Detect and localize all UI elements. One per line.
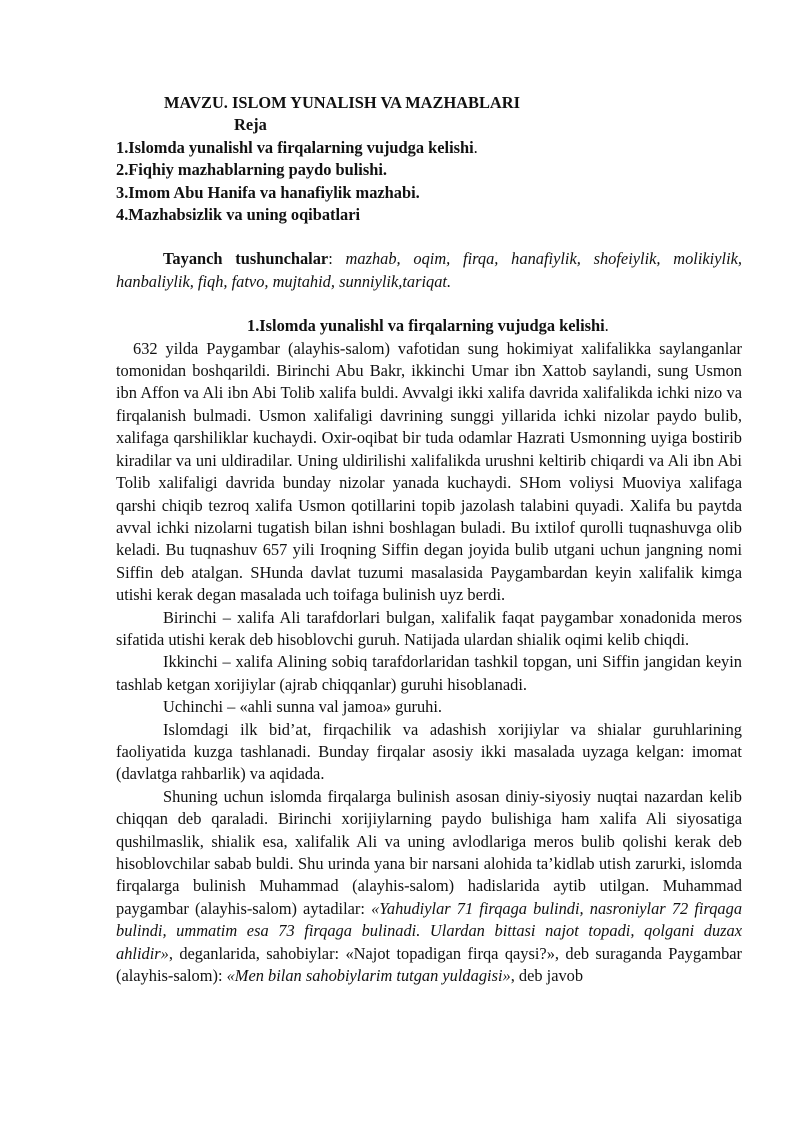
keywords-list: mazhab, oqim, firqa, hanafiylik, shofeiylik, molikiylik, hanbaliylik, fiqh, fatvo, mujtahid, sunniylik,tariqat.: [116, 249, 742, 291]
plan-item-suffix: .: [473, 137, 478, 157]
paragraph-6-text-a: Shuning uchun islomda firqalarga bulinish asosan diniy-siyosiy nuqtai nazardan kelib chiqqan deb qaraladi. Birinchi xorijiylarning paydo bulishiga ham xalifa Ali siyosatiga qushilmaslik, shialik esa, xalifalik Ali va uning avlodlariga meros bulib qolishi kerak deb hisoblovchilar sabab buldi. Shu urinda yana bir narsani alohida ta’kidlab utish zarurki, islomda firqalarga bulinish Muhammad (alayhis-salom) hadislarida aytib utilgan. Muhammad paygambar (alayhis-salom) aytadilar:: [116, 786, 742, 918]
paragraph-4: Uchinchi – «ahli sunna val jamoa» guruhi.: [163, 697, 443, 717]
paragraph-2: Birinchi – xalifa Ali tarafdorlari bulgan, xalifalik faqat paygambar xonadonida meros sifatida utishi kerak deb hisoblovchi guruh. Natijada ulardan shialik oqimi kelib chiqdi.: [116, 607, 742, 649]
section-heading: [116, 315, 742, 337]
plan-item-4: 4.Mazhabsizlik va uning oqibatlari: [116, 205, 361, 225]
document-title: MAVZU. ISLOM YUNALISH VA MAZHABLARI: [164, 93, 520, 112]
paragraph-1: 632 yilda Paygambar (alayhis-salom) vafotidan sung hokimiyat xalifalikka saylanganlar tomonidan boshqarildi. Birinchi Abu Bakr, ikkinchi Umar ibn Xattob saylandi, sung Usmon ibn Affon va Ali ibn Abi Tolib xalifa buldi. Avvalgi ikki xalifa davrida xalifalikda ichki nizo va firqalanish bulmadi. Usmon xalifaligi davrining sunggi yillarida ichki nizolar paydo bulib, xalifaga qarshiliklar kuchaydi. Oxir-oqibat bir tuda odamlar Hazrati Usmonning uyiga bostirib kiradilar va uni uldiradilar. Uning uldirilishi xalifalikda urushni keltirib chiqardi va Ali ibn Abi Tolib xalifaligi davrida bunday nizolar yanada kuchaydi. SHom voliysi Muoviya xalifaga qarshi chiqib tezroq xalifa Usmon qotillarini topib jazolash talabini quyadi. Xalifa bu paytda avval ichki nizolarni tugatish bilan ishni boshlagan buladi. Bu ixtilof qurolli tuqnashuvga olib keladi. Bu tuqnashuv 657 yili Iroqning Siffin degan joyida bulib utgani uchun jangning nomi Siffin deb atalgan. SHunda davlat tuzumi masalasida Paygambardan keyin xalifalik kimga utishi kerak degan masalada uch toifaga bulinish uyz berdi.: [116, 338, 742, 605]
paragraph-3: Ikkinchi – xalifa Alining sobiq tarafdorlaridan tashkil topgan, uni Siffin jangidan keyin tashlab ketgan xorijiylar (ajrab chiqqanlar) guruhi hisoblanadi.: [116, 652, 742, 694]
spacer: [116, 226, 742, 248]
paragraph-6: [116, 786, 742, 988]
hadith-quote-2: «Men bilan sahobiylarim tutgan yuldagisi»: [226, 966, 511, 986]
section-heading-text: 1.Islomda yunalishl va firqalarning vujudga kelishi: [247, 316, 605, 336]
plan-item-1: [116, 137, 742, 159]
plan-heading: Reja: [234, 115, 267, 135]
plan-item-3: 3.Imom Abu Hanifa va hanafiylik mazhabi.: [116, 182, 420, 202]
paragraph-5: Islomdagi ilk bid’at, firqachilik va adashish xorijiylar va shialar guruhlarining faoliyatida kuzga tashlanadi. Bunday firqalar asosiy ikki masalada uyzaga kelgan: imomat (davlatga rahbarlik) va aqidada.: [116, 719, 742, 784]
spacer: [116, 293, 742, 315]
document-page: [116, 92, 742, 987]
plan-item-2: 2.Fiqhiy mazhablarning paydo bulishi.: [116, 160, 387, 180]
keywords-paragraph: [116, 248, 742, 293]
hadith-quote-1: «Yahudiylar 71 firqaga bulindi, nasroniylar 72 firqaga bulindi, ummatim esa 73 firqaga bulinadi. Ulardan bittasi najot topadi, qolgani duzax ahlidir»: [116, 898, 743, 963]
paragraph-6-text-c: , deb javob: [510, 966, 584, 986]
paragraph-6-text-b: , deganlarida, sahobiylar: «Najot topadigan firqa qaysi?», deb suraganda Paygambar (alayhis-salom):: [116, 943, 742, 986]
keywords-label: Tayanch tushunchalar: [163, 249, 329, 269]
keywords-separator: :: [328, 249, 346, 269]
section-heading-suffix: .: [604, 316, 609, 336]
plan-item-text: 1.Islomda yunalishl va firqalarning vujudga kelishi: [116, 137, 474, 157]
